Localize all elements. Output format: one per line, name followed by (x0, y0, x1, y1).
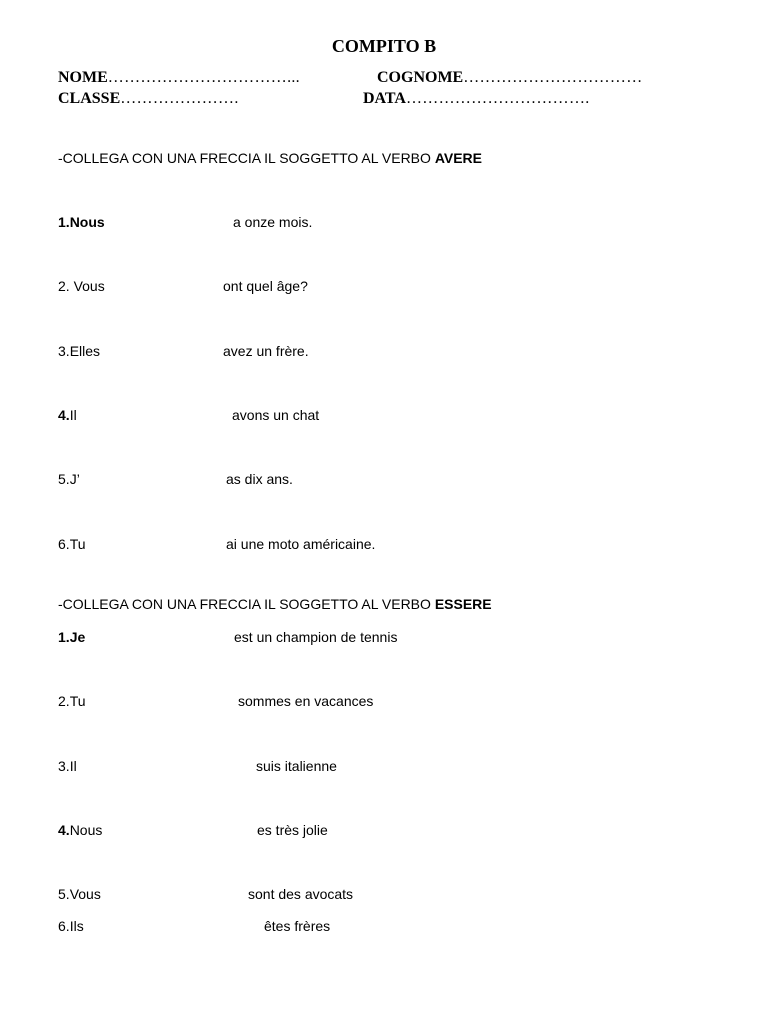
item-number: 6. (58, 536, 70, 552)
avere-subject-4 (58, 406, 77, 424)
item-number: 5. (58, 471, 70, 487)
item-number: 3. (58, 758, 70, 774)
essere-verb-5: sont des avocats (248, 886, 354, 902)
classe-field (58, 89, 239, 109)
avere-subject-1 (58, 213, 105, 231)
item-number: 5. (58, 886, 70, 902)
avere-instruction-text: -COLLEGA CON UNA FRECCIA IL SOGGETTO AL VERBO (58, 150, 435, 166)
cognome-field (377, 68, 643, 88)
essere-instruction-verb: ESSERE (434, 596, 492, 612)
essere-verb-2: sommes en vacances (238, 693, 374, 709)
item-number: 4. (58, 407, 70, 423)
subject-pronoun: Vous (69, 886, 101, 902)
essere-subject-5 (58, 885, 101, 903)
avere-subject-5 (58, 470, 80, 488)
item-number: 2. (58, 693, 70, 709)
subject-pronoun: Tu (69, 693, 86, 709)
avere-verb-4: avons un chat (232, 407, 320, 423)
avere-verb-5: as dix ans. (226, 471, 293, 487)
avere-instruction (58, 150, 482, 166)
subject-pronoun: Il (69, 758, 77, 774)
classe-dots: …………………. (120, 90, 239, 107)
essere-subject-6 (58, 917, 84, 935)
data-field (363, 89, 590, 109)
essere-subject-4 (58, 821, 102, 839)
subject-pronoun: Il (69, 407, 77, 423)
essere-instruction-text: -COLLEGA CON UNA FRECCIA IL SOGGETTO AL VERBO (58, 596, 435, 612)
subject-pronoun: J’ (69, 471, 80, 487)
data-label: DATA (363, 90, 406, 107)
cognome-dots: …………………………… (463, 69, 643, 86)
classe-label: CLASSE (58, 90, 121, 107)
nome-dots: ……………………………... (107, 69, 300, 86)
avere-subject-6 (58, 535, 86, 553)
essere-instruction (58, 596, 492, 612)
subject-pronoun: Nous (69, 214, 105, 230)
data-dots: ……………………………. (405, 90, 590, 107)
nome-label: NOME (58, 69, 108, 86)
subject-pronoun: Elles (69, 343, 101, 359)
essere-verb-1: est un champion de tennis (234, 629, 398, 645)
nome-field (58, 68, 300, 88)
essere-verb-4: es très jolie (257, 822, 328, 838)
item-number: 1. (58, 629, 70, 645)
page-title: COMPITO B (331, 36, 437, 56)
avere-instruction-verb: AVERE (434, 150, 483, 166)
essere-subject-2 (58, 692, 86, 710)
avere-verb-3: avez un frère. (223, 343, 309, 359)
essere-verb-6: êtes frères (264, 918, 331, 934)
subject-pronoun: Vous (73, 278, 105, 294)
item-number: 2. (58, 278, 74, 294)
avere-subject-3 (58, 342, 100, 360)
cognome-label: COGNOME (377, 69, 464, 86)
item-number: 3. (58, 343, 70, 359)
essere-subject-3 (58, 757, 77, 775)
item-number: 1. (58, 214, 70, 230)
item-number: 6. (58, 918, 70, 934)
essere-verb-3: suis italienne (256, 758, 337, 774)
essere-subject-1 (58, 628, 85, 646)
avere-subject-2 (58, 277, 105, 295)
avere-verb-1: a onze mois. (233, 214, 313, 230)
item-number: 4. (58, 822, 70, 838)
avere-verb-2: ont quel âge? (223, 278, 308, 294)
subject-pronoun: Ils (69, 918, 84, 934)
subject-pronoun: Tu (69, 536, 86, 552)
subject-pronoun: Je (69, 629, 86, 645)
subject-pronoun: Nous (69, 822, 103, 838)
avere-verb-6: ai une moto américaine. (226, 536, 376, 552)
